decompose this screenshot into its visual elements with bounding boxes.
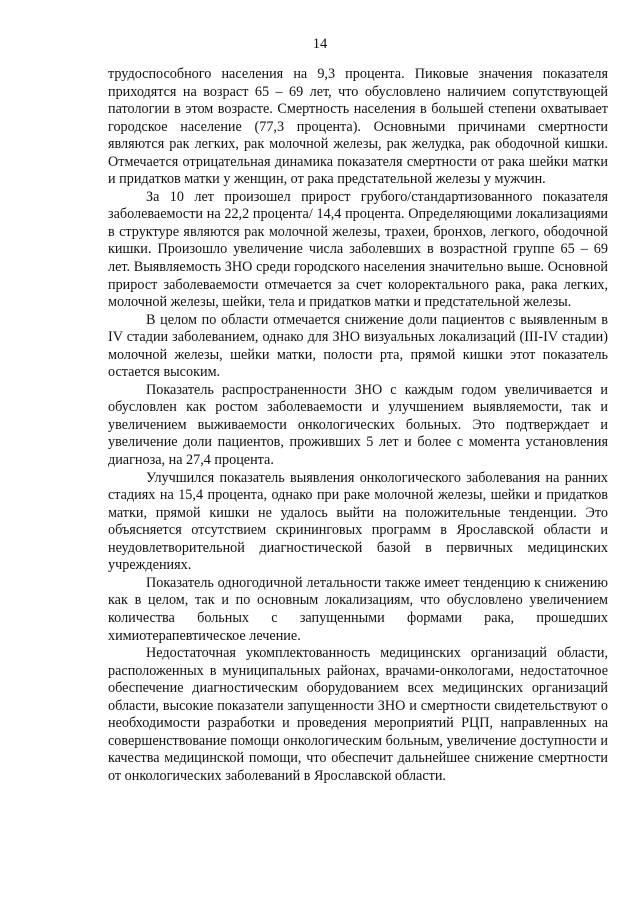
paragraph-one-year-mortality: Показатель одногодичной летальности также имеет тенденцию к снижению как в целом, так и по основным локализациям, что обусловлено увеличением количества больных с запущенными формами рака, прошедших химиотерапевтическое лечение. [108, 574, 608, 644]
document-body [108, 66, 608, 785]
paragraph-early-detection: Улучшился показатель выявления онкологического заболевания на ранних стадиях на 15,4 процента, однако при раке молочной железы, шейки и придатков матки, прямой кишки не удалось выйти на положительные тенденции. Это объясняется отсутствием скрининговых программ в Ярославской области и неудовлетворительной диагностической базой в первичных медицинских учреждениях. [108, 469, 608, 574]
page-number: 14 [312, 36, 328, 52]
paragraph-conclusion: Недостаточная укомплектованность медицинских организаций области, расположенных в муниципальных районах, врачами-онкологами, недостаточное обеспечение диагностическим оборудованием всех медицинских организаций области, высокие показатели запущенности ЗНО и смертности свидетельствуют о необходимости разработки и проведения мероприятий РЦП, направленных на совершенствование помощи онкологическим больным, увеличение доступности и качества медицинской помощи, что обеспечит дальнейшее снижение смертности от онкологических заболеваний в Ярославской области. [108, 645, 608, 784]
paragraph-prevalence: Показатель распространенности ЗНО с каждым годом увеличивается и обусловлен как ростом заболеваемости и улучшением выявляемости, так и увеличением выживаемости онкологических больных. Это подтверждает и увеличение доли пациентов, проживших 5 лет и более с момента установления диагноза, на 27,4 процента. [108, 381, 608, 469]
paragraph-continuation: трудоспособного населения на 9,3 процента. Пиковые значения показателя приходятся на возраст 65 – 69 лет, что обусловлено наличием сопутствующей патологии в этом возрасте. Смертность населения в большей степени охватывает городское население (77,3 процента). Основными причинами смертности являются рак легких, рак молочной железы, рак желудка, рак ободочной кишки. Отмечается отрицательная динамика показателя смертности от рака шейки матки и придатков матки у женщин, от рака предстательной железы у мужчин. [108, 66, 608, 188]
paragraph-stage-iv-share: В целом по области отмечается снижение доли пациентов с выявленным в IV стадии заболеванием, однако для ЗНО визуальных локализаций (III-IV стадии) молочной железы, шейки матки, полости рта, прямой кишки этот показатель остается высоким. [108, 311, 608, 381]
paragraph-incidence-growth: За 10 лет произошел прирост грубого/стандартизованного показателя заболеваемости на 22,2 процента/ 14,4 процента. Определяющими локализациями в структуре являются рак молочной железы, трахеи, бронхов, легкого, ободочной кишки. Произошло увеличение числа заболевших в возрастной группе 65 – 69 лет. Выявляемость ЗНО среди городского населения значительно выше. Основной прирост заболеваемости отмечается за счет колоректального рака, рака легких, молочной железы, шейки, тела и придатков матки и предстательной железы. [108, 188, 608, 311]
